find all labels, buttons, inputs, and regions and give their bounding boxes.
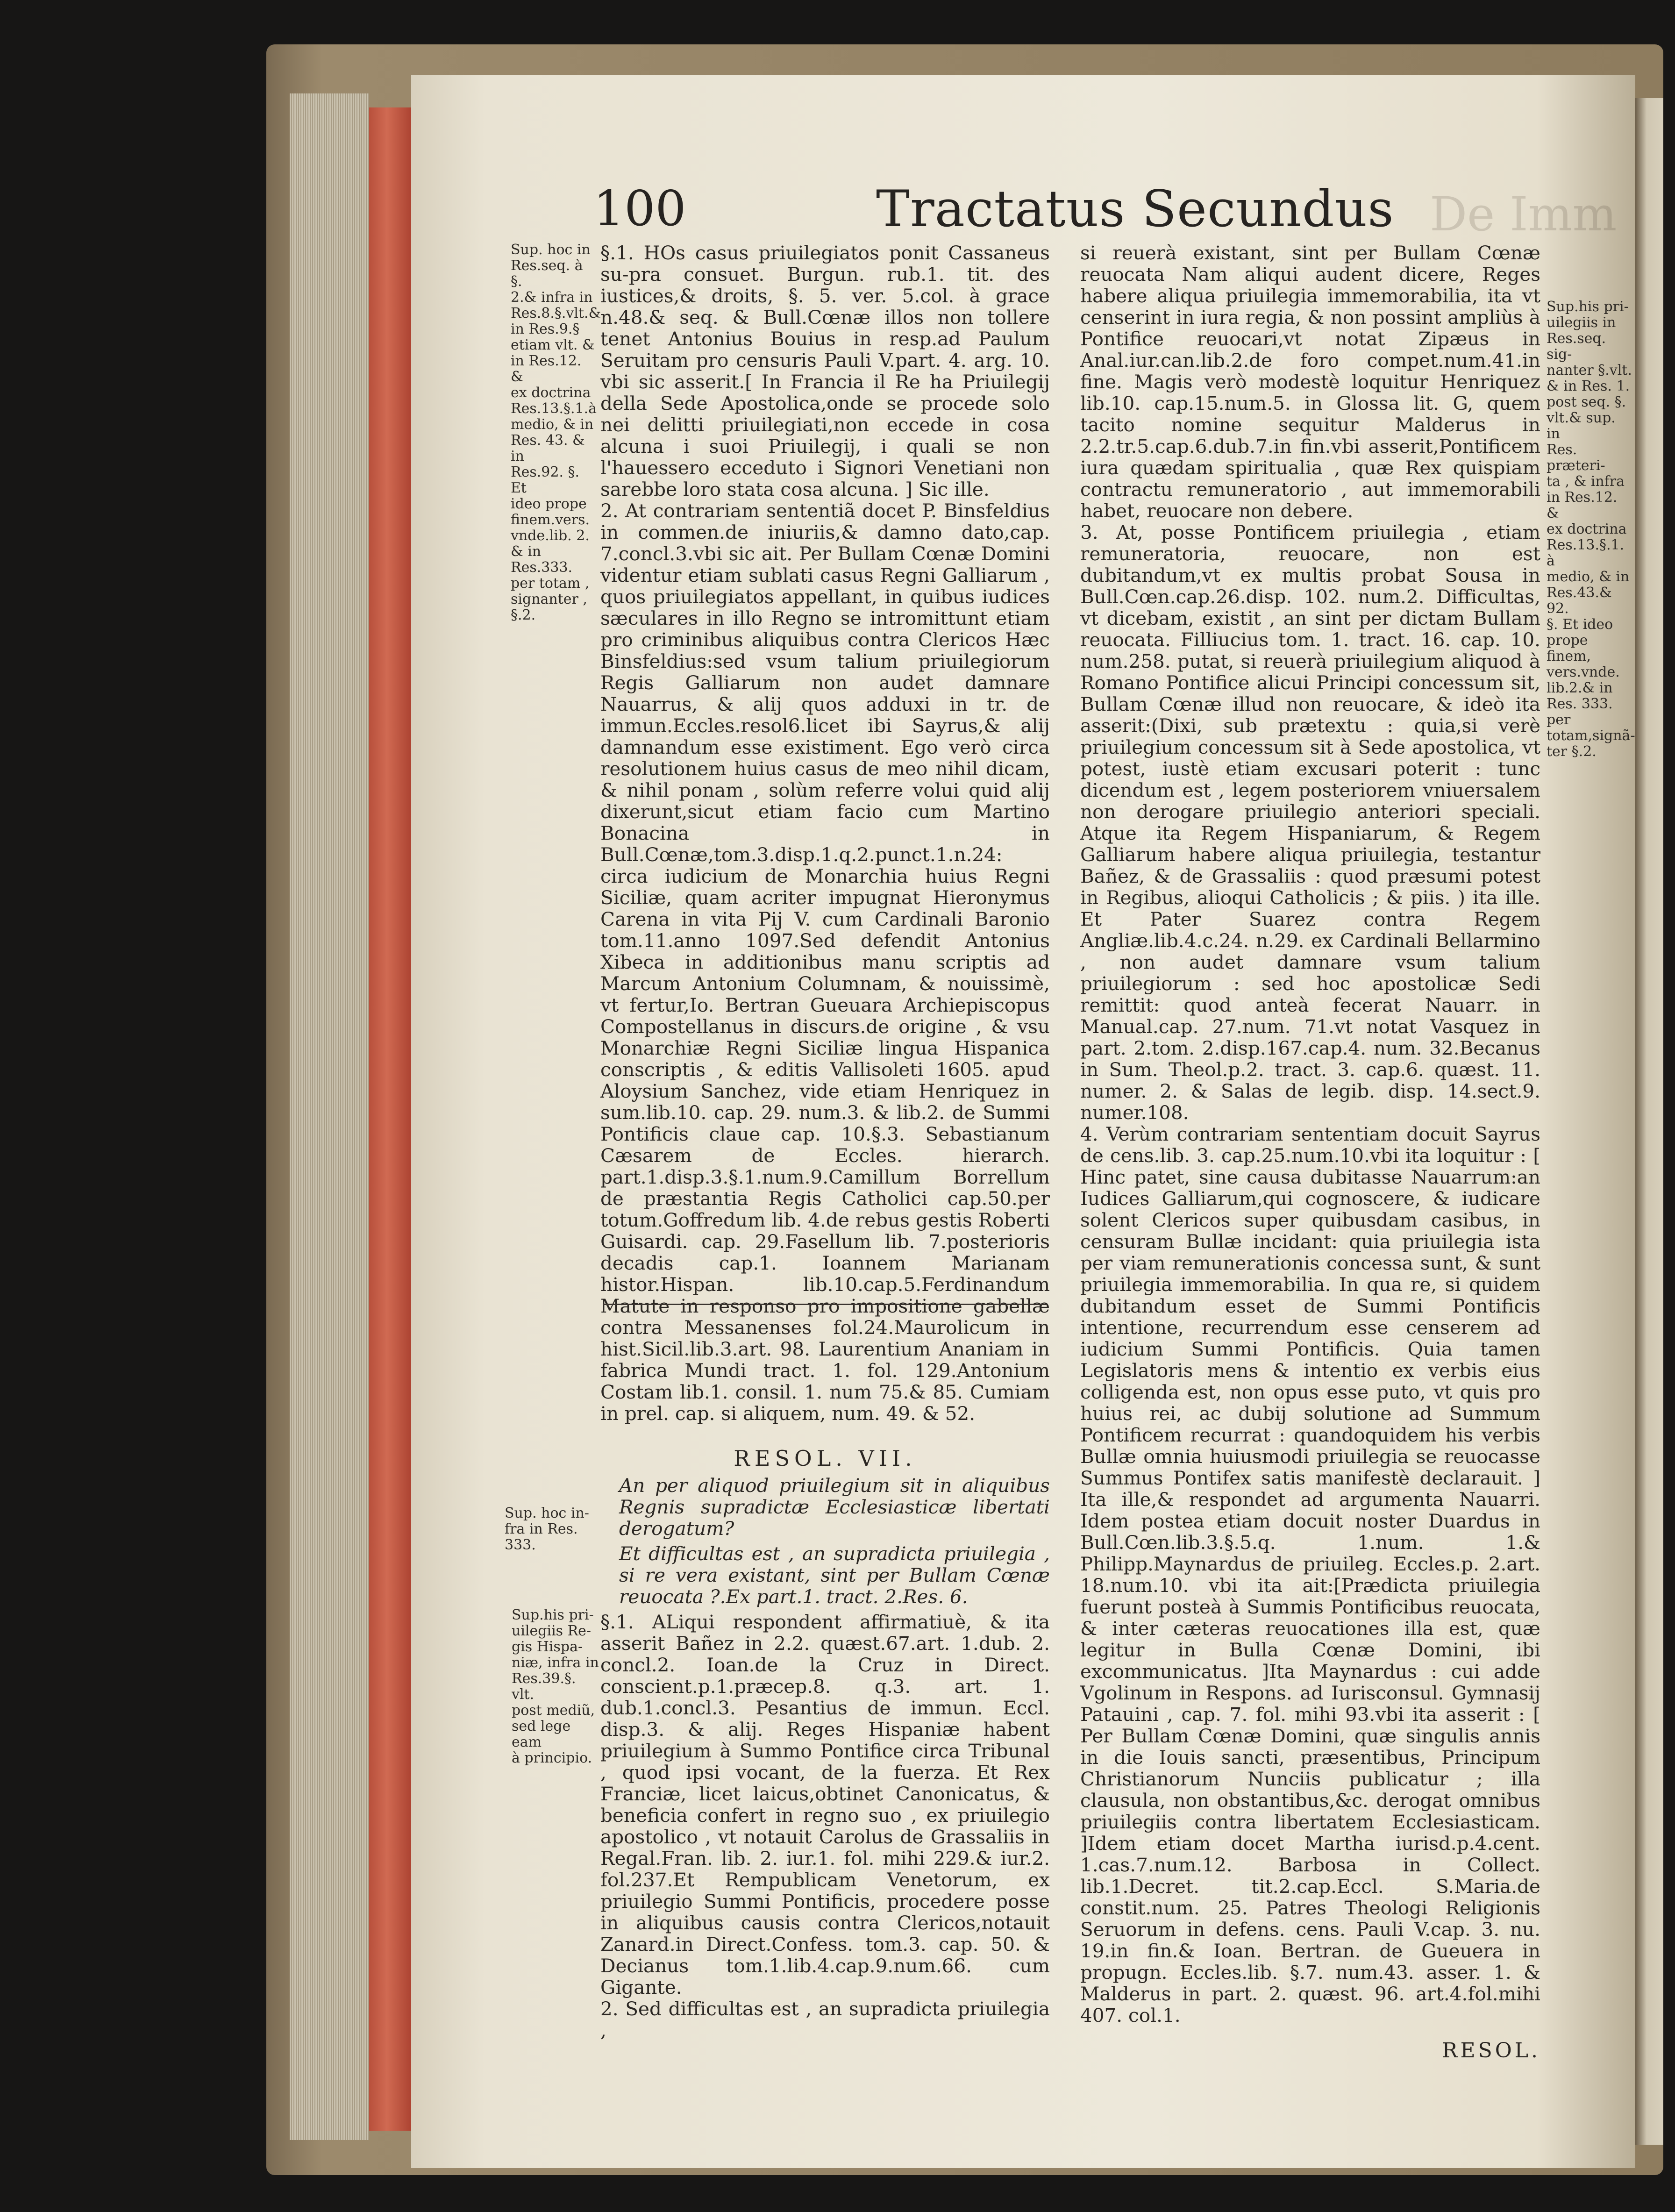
left-text-column: [600, 242, 1050, 2041]
facing-page-title-show-through: De Imm: [1430, 187, 1617, 242]
page-number: 100: [593, 180, 686, 237]
margin-note-right-1: Sup.his pri- uilegiis in Res.seq. sig- nanter §.vlt. & in Res. 1. post seq. §. vlt.& sup. in Res. præteri- ta , & infra in Res.12. & ex doctrina Res.13.§.1. à medio, & in Res.43.& 92. §. Et ideo prope finem, vers.vnde. lib.2.& in Res. 333. per totam,signã- ter §.2.: [1547, 299, 1635, 760]
running-title: Tractatus Secundus: [876, 180, 1394, 238]
right-text-column: [1080, 242, 1540, 2062]
paragraph-7: 4. Verùm contrariam sententiam docuit Sayrus de cens.lib. 3. cap.25.num.10.vbi ita loquitur : [ Hinc patet, sine causa dubitasse Nauarrum:an Iudices Galliarum,qui cognoscere, & iudicare solent Clericos super quibusdam casibus, in censuram Bullæ incidant: quia priuilegia ista per viam remunerationis concessa sunt, & sunt priuilegia immemorabilia. In qua re, si quidem dubitandum esset de Summi Pontificis intentione, recurrendum esse censerem ad iudicium Summi Pontificis. Quia tamen Legislatoris mens & intentio ex verbis eius colligenda est, non opus esse puto, vt quis pro huius rei, ac dubij solutione ad Summum Pontificem recurrat : quandoquidem his verbis Bullæ omnia huiusmodi priuilegia se reuocasse Summus Pontifex satis manifestè declarauit. ] Ita ille,& respondet ad argumenta Nauarri. Idem postea etiam docuit noster Duardus in Bull.Cœn.lib.3.§.5.q. 1.num. 1.& Philipp.Maynardus de priuileg. Eccles.p. 2.art. 18.num.10. vbi ita ait:[Prædicta priuilegia fuerunt posteà à Summis Pontificibus reuocata, & inter cæteras reuocationes illa est, quæ legitur in Bulla Cœnæ Domini, ibi excommunicatus. ]Ita Maynardus : cui adde Vgolinum in Respons. ad Iurisconsul. Gymnasij Patauini , cap. 7. fol. mihi 93.vbi ita asserit : [ Per Bullam Cœnæ Domini, quæ singulis annis in die Iouis sancti, præsentibus, Principum Christianorum Nunciis publicatur ; illa clausula, non obstantibus,&c. derogat omnibus priuilegiis contra libertatem Ecclesiasticam. ]Idem etiam docet Martha iurisd.p.4.cent. 1.cas.7.num.12. Barbosa in Collect. lib.1.Decret. tit.2.cap.Eccl. S.Maria.de constit.num. 25. Patres Theologi Religionis Seruorum in defens. cens. Pauli V.cap. 3. nu. 19.in fin.& Ioan. Bertran. de Gueuera in propugn. Eccles.lib. §.7. num.43. asser. 1. & Malderus in part. 2. quæst. 96. art.4.fol.mihi 407. col.1.: [1080, 1123, 1540, 2026]
section-divider-rule: [603, 1304, 1048, 1305]
section-question: An per aliquod priuilegium sit in aliquibus Regnis supradictæ Ecclesiasticæ libertati derogatum?: [619, 1474, 1050, 1540]
paragraph-3: §.1. ALiqui respondent affirmatiuè, & ita asserit Bañez in 2.2. quæst.67.art. 1.dub. 2. concl.2. Ioan.de la Cruz in Direct. conscient.p.1.præcep.8. q.3. art. 1. dub.1.concl.3. Pesantius de immun. Eccl. disp.3. & alij. Reges Hispaniæ habent priuilegium à Summo Pontifice circa Tribunal , quod ipsi vocant, de la fuerza. Et Rex Franciæ, licet laicus,obtinet Canonicatus, & beneficia confert in regno suo , ex priuilegio apostolico , vt notauit Carolus de Grassaliis in Regal.Fran. lib. 2. iur.1. fol. mihi 229.& iur.2. fol.237.Et Rempublicam Venetorum, ex priuilegio Summi Pontificis, procedere posse in aliquibus causis contra Clericos,notauit Zanard.in Direct.Confess. tom.3. cap. 50. & Decianus tom.1.lib.4.cap.9.num.66. cum Gigante.: [600, 1611, 1050, 1998]
section-subquestion: Et difficultas est , an supradicta priuilegia , si re vera existant, sint per Bullam Cœnæ reuocata ?.Ex part.1. tract. 2.Res. 6.: [619, 1542, 1050, 1608]
paragraph-2: 2. At contrariam sententiã docet P. Binsfeldius in commen.de iniuriis,& damno dato,cap. 7.concl.3.vbi sic ait. Per Bullam Cœnæ Domini videntur etiam sublati casus Regni Galliarum , quos priuilegiatos appellant, in quibus iudices sæculares in illo Regno se intromittunt etiam pro criminibus aliquibus contra Clericos Hæc Binsfeldius:sed vsum talium priuilegiorum Regis Galliarum non audet damnare Nauarrus, & alij quos adduxi in tr. de immun.Eccles.resol6.licet ibi Sayrus,& alij damnandum esse existiment. Ego verò circa resolutionem huius casus de meo nihil dicam, & nihil ponam , solùm referre volui quid alij dixerunt,sicut etiam facio cum Martino Bonacina in Bull.Cœnæ,tom.3.disp.1.q.2.punct.1.n.24: circa iudicium de Monarchia huius Regni Siciliæ, quam acriter impugnat Hieronymus Carena in vita Pij V. cum Cardinali Baronio tom.11.anno 1097.Sed defendit Antonius Xibeca in additionibus manu scriptis ad Marcum Antonium Columnam, & nouissimè, vt fertur,Io. Bertran Gueuara Archiepiscopus Compostellanus in discurs.de origine , & vsu Monarchiæ Regni Siciliæ lingua Hispanica conscriptis , & editis Vallisoleti 1605. apud Aloysium Sanchez, vide etiam Henriquez in sum.lib.10. cap. 29. num.3. & lib.2. de Summi Pontificis claue cap. 10.§.3. Sebastianum Cæsarem de Eccles. hierarch. part.1.disp.3.§.1.num.9.Camillum Borrellum de præstantia Regis Catholici cap.50.per totum.Goffredum lib. 4.de rebus gestis Roberti Guisardi. cap. 29.Fasellum lib. 7.posterioris decadis cap.1. Ioannem Marianam histor.Hispan. lib.10.cap.5.Ferdinandum Matute in responso pro impositione gabellæ contra Messanenses fol.24.Maurolicum in hist.Sicil.lib.3.art. 98. Laurentium Ananiam in fabrica Mundi tract. 1. fol. 129.Antonium Costam lib.1. consil. 1. num 75.& 85. Cumiam in prel. cap. si aliquem, num. 49. & 52.: [600, 499, 1050, 1425]
facing-page-edge: [1635, 98, 1663, 2145]
catchword: RESOL.: [1442, 2039, 1540, 2062]
paragraph-1: §.1. HOs casus priuilegiatos ponit Cassaneus su-pra consuet. Burgun. rub.1. tit. des iustices,& droits, §. 5. ver. 5.col. à grace n.48.& seq. & Bull.Cœnæ illos non tollere tenet Antonius Bouius in resp.ad Paulum Seruitam pro censuris Pauli V.part. 4. arg. 10. vbi sic asserit.[ In Francia il Re ha Priuilegij della Sede Apostolica,onde se procede solo nei delitti priuilegiati,non eccede in cosa alcuna i suoi Priuilegij, i quali se non l'hauessero ecceduto i Signori Venetiani non sarebbe loro stata cosa alcuna. ] Sic ille.: [600, 242, 1050, 500]
paragraph-4: 2. Sed difficultas est , an supradicta priuilegia ,: [600, 1998, 1050, 2041]
page-edges: [290, 93, 369, 2140]
paragraph-6: 3. At, posse Pontificem priuilegia , etiam remuneratoria, reuocare, non est dubitandum,vt ex multis probat Sousa in Bull.Cœn.cap.26.disp. 102. num.2. Difficultas, vt dicebam, existit , an sint per dictam Bullam reuocata. Filliucius tom. 1. tract. 16. cap. 10. num.258. putat, si reuerà priuilegium aliquod à Romano Pontifice alicui Principi concessum sit, Bullam Cœnæ illud non reuocare, & ideò ita asserit:(Dixi, sub prætextu : quia,si verè priuilegium concessum sit à Sede apostolica, vt potest, iustè etiam excusari poterit : tunc dicendum est , legem posteriorem vniuersalem non derogare priuilegio anteriori speciali. Atque ita Regem Hispaniarum, & Regem Galliarum habere aliqua priuilegia, testantur Bañez, & de Grassaliis : quod præsumi potest in Regibus, alioqui Catholicis ; & piis. ) ita ille. Et Pater Suarez contra Regem Angliæ.lib.4.c.24. n.29. ex Cardinali Bellarmino , non audet damnare vsum talium priuilegiorum : sed hoc apostolicæ Sedi remittit: quod anteà fecerat Nauarr. in Manual.cap. 27.num. 71.vt notat Vasquez in part. 2.tom. 2.disp.167.cap.4. num. 32.Becanus in Sum. Theol.p.2. tract. 3. cap.6. quæst. 11. numer. 2. & Salas de legib. disp. 14.sect.9. numer.108.: [1080, 521, 1540, 1124]
margin-note-left-3: Sup.his pri- uilegiis Re- gis Hispa- niæ, infra in Res.39.§. vlt. post mediũ, sed lege eam à principio.: [512, 1607, 599, 1766]
paragraph-5: si reuerà existant, sint per Bullam Cœnæ reuocata Nam aliqui audent dicere, Reges habere aliqua priuilegia immemorabilia, ita vt censerint in iura regia, & non possint ampliùs à Pontifice reuocari,vt notat Zipæus in Anal.iur.can.lib.2.de foro compet.num.41.in fine. Magis verò modestè loquitur Henriquez lib.10. cap.15.num.5. in Glossa lit. G, quem tacito nomine sequitur Malderus in 2.2.tr.5.cap.6.dub.7.in fin.vbi asserit,Pontificem iura quædam spiritualia , quæ Rex quispiam contractu remuneratorio , aut immemorabili habet, reuocare non debere.: [1080, 242, 1540, 522]
margin-note-left-1: Sup. hoc in Res.seq. à §. 2.& infra in Res.8.§.vlt.& in Res.9.§ etiam vlt. & in Res.12. & ex doctrina Res.13.§.1.à medio, & in Res. 43. & in Res.92. §. Et ideo prope finem.vers. vnde.lib. 2. & in Res.333. per totam , signanter , §.2.: [511, 242, 601, 623]
red-page-edge: [369, 107, 413, 2131]
section-heading: RESOL. VII.: [734, 1446, 917, 1471]
margin-note-left-2: Sup. hoc in- fra in Res. 333.: [505, 1505, 589, 1553]
